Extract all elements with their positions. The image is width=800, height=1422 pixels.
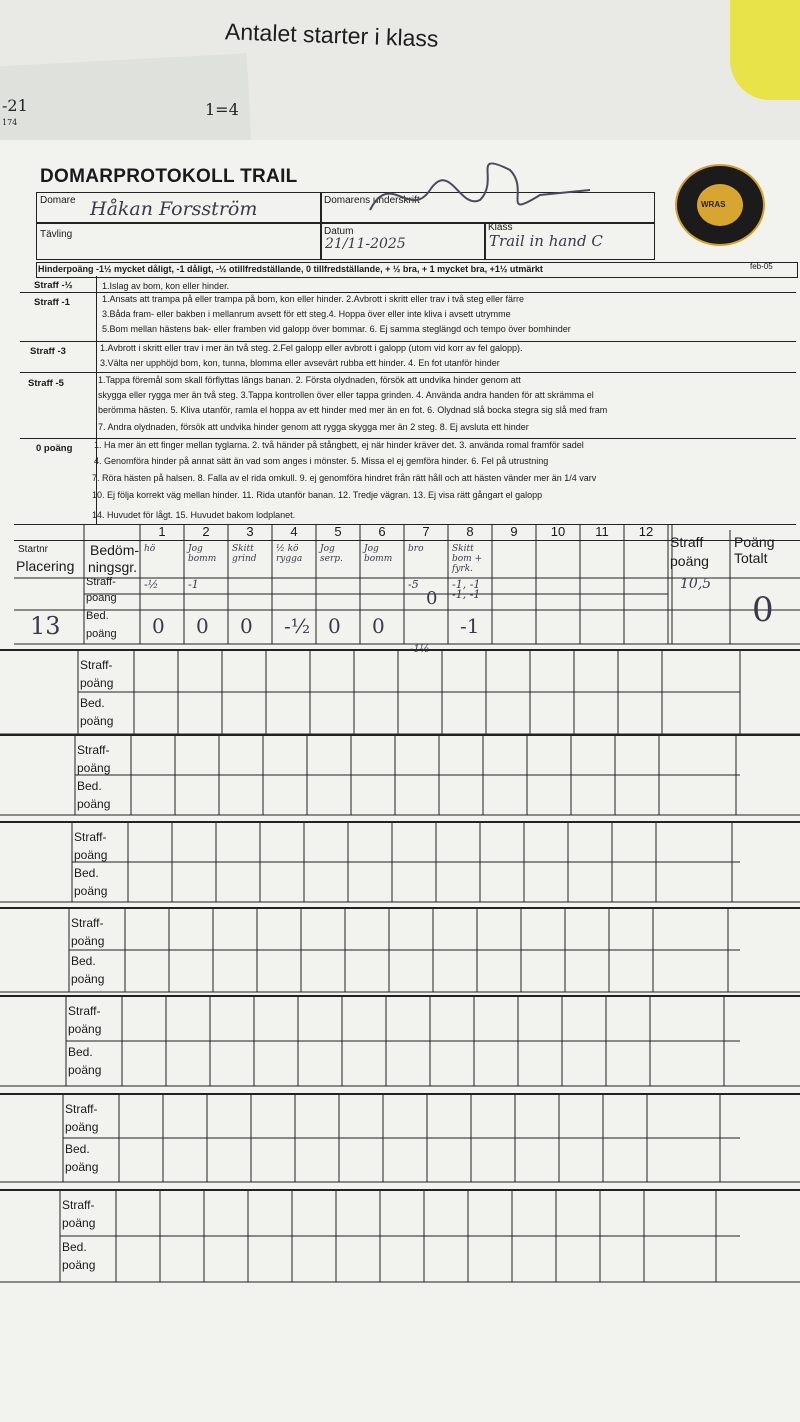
- straff-label: Straff-: [62, 1198, 95, 1212]
- rule-line-3-3: 7. Andra olydnaden, försök att undvika hinder genom att rygga skygga mer än 2 steg. 8. Ej avsluta ett hinder: [98, 422, 529, 432]
- rule-line-2-1: 3.Välta ner upphöjd bom, kon, tunna, blomma eller avsevärt rubba ett hinder. 4. En fot utanför hinder: [100, 358, 500, 368]
- obstacle-name: Skitt grind: [232, 544, 257, 564]
- obstacle-name: Jog bomm: [364, 544, 393, 564]
- column-number: 1: [158, 524, 166, 539]
- obstacle-name: ½ kö rygga: [276, 544, 303, 564]
- rule-line-3-0: 1.Tappa föremål som skall förflyttas längs banan. 2. Första olydnaden, försök att undvika hinder genom att: [98, 375, 521, 385]
- straff-label: Straff-: [65, 1102, 98, 1116]
- straff-label: poäng: [62, 1216, 96, 1230]
- entry-bed-value: 0: [240, 614, 253, 638]
- bed-label: Bed.: [62, 1240, 87, 1254]
- wras-logo: WRAS: [675, 164, 765, 246]
- bed-label: Bed.: [74, 866, 99, 880]
- signature-label: Domarens underskrift: [324, 195, 420, 206]
- rule-line-2-0: 1.Avbrott i skritt eller trav i mer än två steg. 2.Fel galopp eller avbrott i galopp (utom vid korr av fel galopp).: [100, 343, 523, 353]
- obstacle-name: Jog serp.: [320, 544, 343, 564]
- bed-label: Bed.: [71, 954, 96, 968]
- rule-line-3-1: skygga eller rygga mer än två steg. 3.Tappa kontrollen över eller tappa grinden. 4. Använda andra handen för att skrämma el: [98, 390, 594, 400]
- bed-label: Bed.: [80, 696, 105, 710]
- form-title: DOMARPROTOKOLL TRAIL: [40, 166, 298, 187]
- entry-straff-value: -½: [144, 578, 159, 591]
- entry-straff-value: -5: [408, 578, 419, 591]
- datum-label: Datum: [324, 226, 354, 237]
- straff-label: Straff-: [80, 658, 113, 672]
- column-number: 11: [595, 524, 609, 539]
- entry-straff-value: -1: [188, 578, 199, 591]
- rule-line-1-0: 1.Ansats att trampa på eller trampa på bom, kon eller hinder. 2.Avbrott i skritt eller trav i två steg eller färre: [102, 294, 525, 304]
- rule-line-1-2: 5.Bom mellan hästens bak- eller framben vid galopp över bommar. 6. Ej samma steglängd och tempo över bomhinder: [102, 324, 571, 334]
- rule-line-4-4: 14. Huvudet för lågt. 15. Huvudet bakom lodplanet.: [92, 510, 296, 520]
- background-note-a: 1=4: [205, 100, 239, 119]
- bed-label: poäng: [80, 714, 114, 728]
- obstacle-name: hö: [144, 544, 156, 554]
- entry-bed-value: -1: [460, 614, 480, 638]
- entry-bed-value: 0: [328, 614, 341, 638]
- rule-line-4-3: 10. Ej följa korrekt väg mellan hinder. 11. Rida utanför banan. 12. Tredje vägran. 13. Ej visa rätt gångart el galopp: [92, 490, 543, 500]
- entry-bed-value: 0: [152, 614, 165, 638]
- column-number: 7: [422, 524, 430, 539]
- entry-straff-total: 10,5: [680, 576, 712, 592]
- column-number: 6: [378, 524, 386, 539]
- column-number: 10: [550, 524, 566, 539]
- straff-header-1: Straff: [670, 534, 704, 550]
- background-heading: Antalet starter i klass: [224, 18, 439, 52]
- bed-label: Bed.: [65, 1142, 90, 1156]
- straff-label: poäng: [65, 1120, 99, 1134]
- entry-straff-value: -1, -1 -1, -1: [452, 578, 481, 601]
- rule-line-4-2: 7. Röra hästen på halsen. 8. Falla av el rida omkull. 9. ej genomföra hindret från rätt håll och att hästen vänder mer än 1/4 varv: [92, 473, 597, 483]
- straff-header-2: poäng: [670, 553, 709, 569]
- background-note-b: -21: [2, 96, 28, 115]
- column-number: 8: [466, 524, 474, 539]
- bed-label: Bed.: [77, 779, 102, 793]
- tavling-label: Tävling: [40, 229, 73, 240]
- bedom-header-2: ningsgr.: [88, 559, 138, 575]
- bed-label: poäng: [77, 797, 111, 811]
- column-number: 3: [246, 524, 254, 539]
- entry-row-label: Straff-: [86, 576, 116, 588]
- rule-head-4: 0 poäng: [36, 443, 73, 454]
- poang-header-2: Totalt: [734, 550, 768, 566]
- column-number: 2: [202, 524, 210, 539]
- straff-label: Straff-: [74, 830, 107, 844]
- bed-label: Bed.: [68, 1045, 93, 1059]
- straff-label: poäng: [71, 934, 105, 948]
- bed-label: poäng: [62, 1258, 96, 1272]
- bed-label: poäng: [74, 884, 108, 898]
- entry-bed-value: -½: [284, 614, 311, 638]
- rule-line-4-1: 4. Genomföra hinder på annat sätt än vad som anges i mönster. 5. Missa el ej gemföra hinder. 6. Fel på utrustning: [94, 456, 549, 466]
- straff-label: Straff-: [77, 743, 110, 757]
- entry-row-label: poäng: [86, 592, 117, 604]
- straff-label: poäng: [80, 676, 114, 690]
- rule-head-0: Straff -½: [34, 280, 73, 291]
- background-note-c: 174: [2, 118, 18, 127]
- column-number: 12: [638, 524, 654, 539]
- entry-bed-value: 0: [372, 614, 385, 638]
- straff-label: Straff-: [68, 1004, 101, 1018]
- entry-row-label: poäng: [86, 628, 117, 640]
- straff-label: poäng: [68, 1022, 102, 1036]
- entry-straff-extra: 0: [426, 588, 438, 609]
- startnr-header: Startnr: [18, 544, 49, 555]
- bed-label: poäng: [71, 972, 105, 986]
- poang-header-1: Poäng: [734, 534, 775, 550]
- column-number: 4: [290, 524, 298, 539]
- obstacle-name: Jog bomm: [188, 544, 217, 564]
- bed-label: poäng: [65, 1160, 99, 1174]
- rule-line-3-2: berömma hästen. 5. Kliva utanför, ramla el hoppa av ett hinder med mer än en fot. 6. Olydnad slå bocka stegra sig slå med fram: [98, 405, 608, 415]
- straff-label: poäng: [77, 761, 111, 775]
- straff-label: poäng: [74, 848, 108, 862]
- domare-label: Domare: [40, 195, 76, 206]
- domare-value: Håkan Forsström: [90, 198, 258, 220]
- datum-value: 21/11-2025: [325, 236, 406, 252]
- klass-label: Klass: [488, 222, 513, 233]
- rule-line-0-0: 1.Islag av bom, kon eller hinder.: [102, 281, 230, 291]
- hinderpoang-text: Hinderpoäng -1½ mycket dåligt, -1 dåligt, -½ otillfredställande, 0 tillfredställande, + ½ bra, + 1 mycket bra, +1½ utmärkt: [38, 264, 543, 274]
- rule-line-4-0: 1. Ha mer än ett finger mellan tyglarna. 2. två händer på stångbett, ej när hinder kräver det. 3. använda romal framför sadel: [94, 440, 584, 450]
- placering-header: Placering: [16, 558, 75, 574]
- entry-startnr: 13: [30, 612, 61, 640]
- version-label: feb-05: [750, 262, 773, 271]
- rule-head-3: Straff -5: [28, 378, 64, 389]
- bed-label: poäng: [68, 1063, 102, 1077]
- entry-row-label: Bed.: [86, 610, 109, 622]
- obstacle-name: Skitt bom + fyrk.: [452, 544, 483, 574]
- entry-bed-value: 0: [196, 614, 209, 638]
- entry-poang-totalt: 0: [752, 590, 774, 630]
- rule-head-1: Straff -1: [34, 297, 70, 308]
- bedom-header-1: Bedöm-: [90, 542, 140, 558]
- column-number: 9: [510, 524, 518, 539]
- straff-label: Straff-: [71, 916, 104, 930]
- entry-bed-extra: -1½: [410, 644, 430, 655]
- klass-value: Trail in hand C: [489, 232, 603, 250]
- rule-head-2: Straff -3: [30, 346, 66, 357]
- rule-line-1-1: 3.Båda fram- eller bakben i mellanrum avsett för ett steg.4. Hoppa över eller inte kliva i avsett utrymme: [102, 309, 511, 319]
- obstacle-name: bro: [408, 544, 424, 554]
- column-number: 5: [334, 524, 342, 539]
